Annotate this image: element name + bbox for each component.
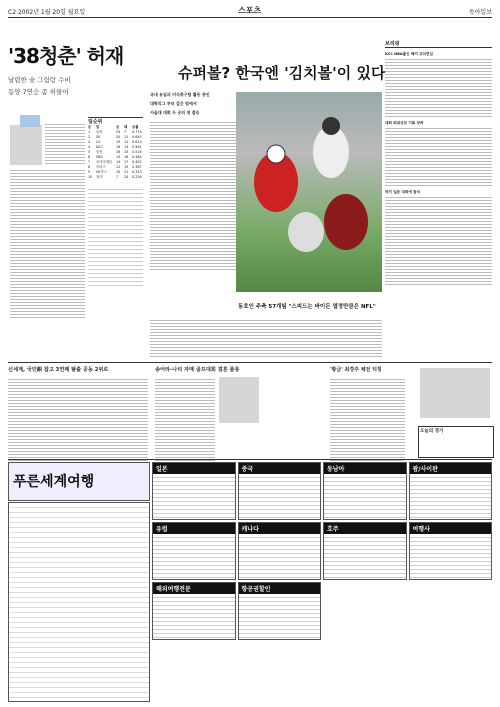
ad-brand-name: 푸른세계여행 — [13, 474, 95, 490]
table-cell: 12 — [124, 140, 129, 144]
table-cell: 24 — [116, 130, 121, 134]
main-sub2: 대학리그 부터 같은 팀에서 — [150, 101, 197, 106]
page-date: C2 2002년 1월 20일 월요일 — [8, 9, 86, 16]
table-cell: 13 — [124, 145, 129, 149]
table-cell: 0.516 — [132, 150, 142, 154]
table-cell: 모비스 — [96, 165, 106, 169]
ad-box — [323, 522, 407, 580]
table-cell: 0.581 — [132, 145, 142, 149]
table-row — [88, 175, 143, 180]
ad-box-header: 일본 — [153, 463, 235, 474]
ad-box-header: 중국 — [239, 463, 321, 474]
table-cell: 16 — [124, 155, 129, 159]
main-story-intro — [150, 92, 240, 270]
ad-box-body — [410, 474, 492, 520]
football-players-illustration — [236, 92, 382, 292]
left-story-body-upper — [45, 122, 85, 166]
table-cell: 코리아텐더 — [96, 160, 113, 164]
ad-box-body — [239, 594, 321, 640]
today-box — [418, 426, 494, 458]
table-cell: 0.452 — [132, 160, 142, 164]
table-cell: 12 — [116, 165, 121, 169]
ad-box-body — [153, 474, 235, 520]
ad-main-brand — [8, 462, 150, 501]
lower-story-3-headline: '황금' 최경주 체전 티칭 — [330, 367, 382, 373]
ad-box — [409, 462, 493, 520]
sidebar-item-3: 하키 일본 대회에 참석 — [385, 190, 420, 194]
ad-box-body — [410, 534, 492, 580]
section-title: 스포츠 — [238, 6, 262, 15]
table-cell: 17 — [124, 160, 129, 164]
table-cell: 팀 — [96, 125, 100, 129]
section-divider — [8, 362, 492, 363]
table-cell: 동양 — [96, 130, 103, 134]
ad-box-header: 괌/사이판 — [410, 463, 492, 474]
today-box-title: 오늘의 경기 — [420, 429, 444, 434]
table-extra — [88, 186, 143, 286]
table-cell: 19 — [124, 165, 129, 169]
table-cell: 10 — [116, 170, 121, 174]
team-logo — [20, 115, 40, 127]
sidebar-item-1: KCC NBA출신 해커 코치연임 — [385, 52, 433, 56]
main-sub1: 국내 유일의 미식축구팀 활동 중인 — [150, 92, 210, 97]
table-cell: 패 — [124, 125, 128, 129]
table-cell: 0.226 — [132, 175, 142, 179]
table-cell: 10 — [88, 175, 93, 179]
ad-grid — [152, 462, 492, 700]
table-cell: 0.645 — [132, 135, 142, 139]
table-cell: 0.484 — [132, 155, 142, 159]
photo-caption-headline: 동호인 주축 57개팀 "스피드는 바이든 열정만큼은 NFL" — [238, 304, 376, 310]
table-cell: 2 — [88, 135, 91, 139]
sidebar-item-2: 대회 최대규모 기록 장려 — [385, 121, 424, 125]
table-cell: SBS — [96, 155, 103, 159]
lower-story-1-body — [8, 377, 148, 465]
table-cell: 삼성 — [96, 150, 103, 154]
table-cell: 15 — [124, 150, 129, 154]
table-cell: SK — [96, 135, 101, 139]
ad-box-body — [324, 474, 406, 520]
ad-box-header: 해외여행전문 — [153, 583, 235, 594]
table-cell: SK빅스 — [96, 170, 107, 174]
table-cell: 0.774 — [132, 130, 142, 134]
ad-box-header: 동남아 — [324, 463, 406, 474]
table-cell: 승률 — [132, 125, 139, 129]
lower-story-2-headline: 송어라-나리 자매 골프대회 결혼 플릉 — [155, 367, 240, 373]
lower-story-2-body — [155, 377, 215, 465]
table-cell: 4 — [88, 145, 91, 149]
football-photo — [236, 92, 382, 292]
table-cell: 7 — [124, 130, 127, 134]
ad-box — [238, 582, 322, 640]
ad-box — [152, 582, 236, 640]
table-cell: 20 — [116, 135, 121, 139]
ad-divider — [8, 459, 492, 460]
table-cell: 0.613 — [132, 140, 142, 144]
newspaper-name: 동아일보 — [468, 9, 492, 16]
ad-box-header: 캐나다 — [239, 523, 321, 534]
table-cell: 19 — [116, 140, 121, 144]
lower-story-1-headline: 신세계, 국민銀 잡고 3연패 탈출 공동 2위로 — [8, 367, 109, 373]
table-body — [88, 125, 143, 180]
ad-box-body — [239, 474, 321, 520]
ad-box — [152, 462, 236, 520]
table-cell: 1 — [88, 130, 91, 134]
table-cell: 16 — [116, 150, 121, 154]
table-cell: 6 — [88, 155, 91, 159]
standings-table — [88, 117, 143, 323]
table-cell: 9 — [88, 170, 91, 174]
main-sub3: 서울대 대회 두 곳의 첫 결승 — [150, 110, 200, 115]
ad-left-column — [8, 502, 150, 702]
table-cell: 8 — [88, 165, 91, 169]
table-title: 팀순위 — [88, 119, 103, 125]
ad-box-header: 호주 — [324, 523, 406, 534]
table-cell: 현대 — [96, 175, 103, 179]
table-cell: KCC — [96, 145, 103, 149]
table-cell: 7 — [116, 175, 119, 179]
table-cell: 21 — [124, 170, 129, 174]
ad-box-header: 유럽 — [153, 523, 235, 534]
ad-box-header: 항공권할인 — [239, 583, 321, 594]
table-cell: 7 — [88, 160, 91, 164]
table-cell: 11 — [124, 135, 129, 139]
table-cell: 순 — [88, 125, 92, 129]
ad-box — [323, 462, 407, 520]
sidebar-text-1 — [385, 57, 492, 117]
table-cell: 15 — [116, 155, 121, 159]
ad-box — [238, 522, 322, 580]
ad-box-body — [153, 594, 235, 640]
table-cell: 3 — [88, 140, 91, 144]
left-story-body — [10, 168, 85, 320]
left-photo — [10, 125, 42, 165]
ad-box-body — [239, 534, 321, 580]
left-story-subhead2: 동양 7연승 좀 허물어 — [8, 88, 69, 96]
ad-box — [152, 522, 236, 580]
main-headline: 슈퍼볼? 한국엔 '김치볼'이 있다 — [178, 64, 386, 82]
table-cell: 14 — [116, 160, 121, 164]
golf-photo — [219, 377, 259, 423]
table-cell: 24 — [124, 175, 129, 179]
left-story-subhead: 날렵한 슛 그림랑 수비 — [8, 76, 71, 84]
ad-box-body — [324, 534, 406, 580]
table-cell: 0.323 — [132, 170, 142, 174]
main-story-body — [150, 120, 240, 270]
lower-story-2 — [155, 366, 325, 465]
page-header — [8, 5, 492, 18]
left-story-headline: '38청춘' 허재 — [8, 44, 124, 68]
sidebar-text-2 — [385, 126, 492, 186]
lower-story-1 — [8, 366, 148, 465]
right-sidebar — [385, 40, 492, 350]
ad-box — [409, 522, 493, 580]
table-cell: 0.387 — [132, 165, 142, 169]
main-story-body-lower — [150, 318, 382, 358]
ad-box — [238, 462, 322, 520]
table-cell: 18 — [116, 145, 121, 149]
lower-story-3-body — [330, 377, 405, 465]
lower-story-3 — [330, 366, 405, 465]
ad-box-header: 여행사 — [410, 523, 492, 534]
left-story — [8, 40, 148, 96]
ad-box-body — [153, 534, 235, 580]
table-cell: 5 — [88, 150, 91, 154]
right-lower-photo — [420, 368, 490, 418]
sidebar-title: 브리핑 — [385, 40, 492, 48]
sidebar-text-3 — [385, 195, 492, 285]
table-cell: 승 — [116, 125, 120, 129]
table-cell: LG — [96, 140, 101, 144]
